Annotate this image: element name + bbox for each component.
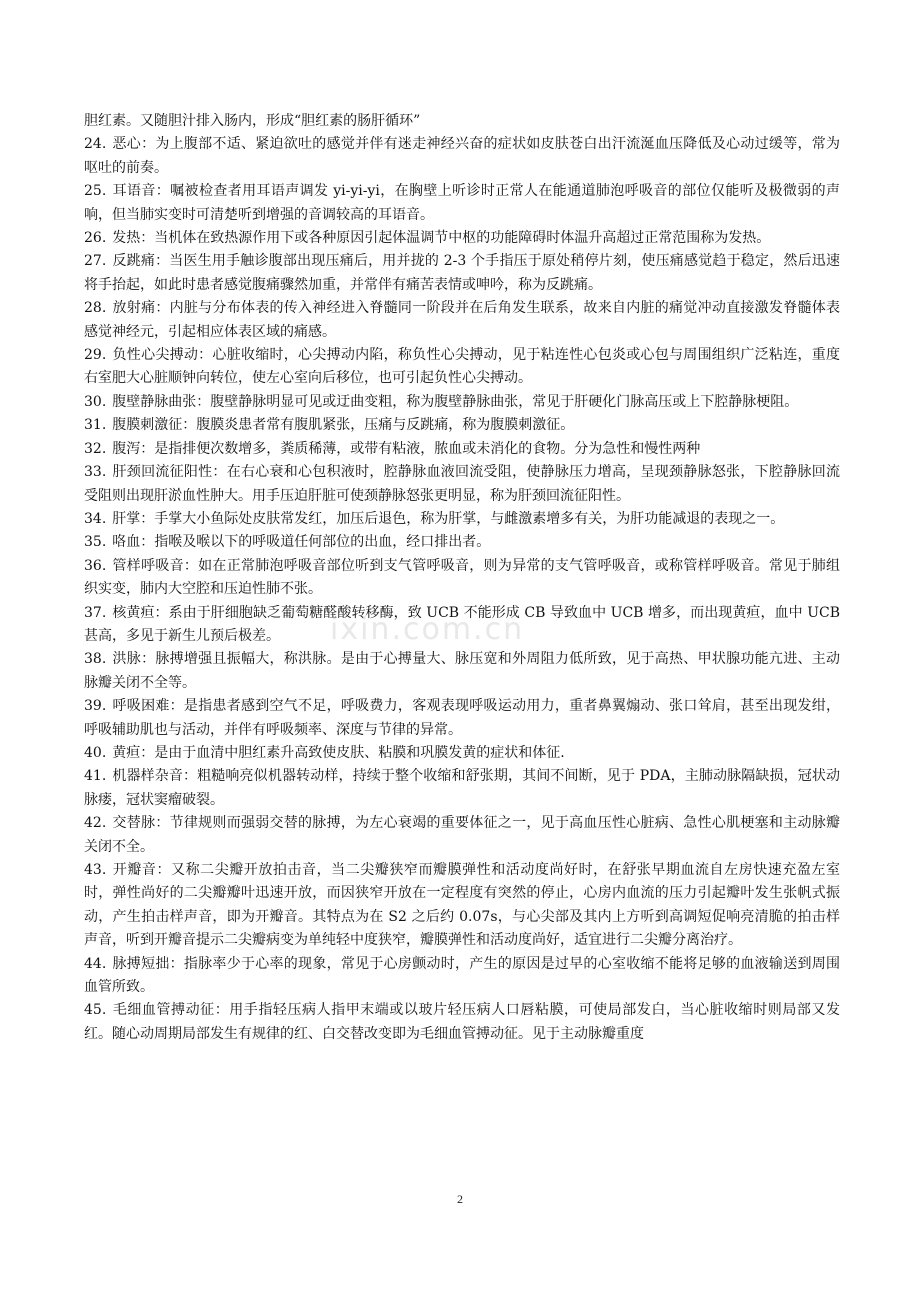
entry-term: 交替脉 <box>112 815 156 832</box>
entry-term: 咯血 <box>112 534 141 551</box>
entry-number: 31. <box>84 417 107 434</box>
entry-term: 反跳痛 <box>112 253 156 270</box>
entry-number: 40. <box>84 744 107 761</box>
entry-term: 脉搏短拙 <box>112 955 170 972</box>
glossary-entry <box>84 859 840 953</box>
glossary-entry <box>84 133 840 180</box>
glossary-entry <box>84 180 840 227</box>
entry-definition: ：当机体在致热源作用下或各种原因引起体温调节中枢的功能障碍时体温升高超过正常范围称为发热。 <box>140 230 771 247</box>
glossary-entry <box>84 414 840 437</box>
entry-term: 管样呼吸音 <box>112 557 184 574</box>
glossary-entry <box>84 227 840 250</box>
entry-definition: ：腹膜炎患者常有腹肌紧张，压痛与反跳痛，称为腹膜刺激征。 <box>182 417 575 434</box>
glossary-entry <box>84 391 840 414</box>
entry-term: 肝颈回流征阳性 <box>112 464 213 481</box>
entry-number: 42. <box>84 815 107 832</box>
entry-term: 机器样杂音 <box>112 768 184 785</box>
glossary-entry <box>84 555 840 602</box>
entry-number: 26. <box>84 230 107 247</box>
entry-term: 洪脉 <box>112 651 142 668</box>
entry-number: 37. <box>84 604 107 621</box>
entry-number: 45. <box>84 1002 107 1019</box>
entry-definition: ：嘱被检查者用耳语声调发 yi-yi-yi，在胸壁上听诊时正常人在能通道肺泡呼吸音的部位仅能听及极微弱的声响，但当肺实变时可清楚听到增强的音调较高的耳语音。 <box>84 183 840 223</box>
entry-number: 32. <box>84 440 107 457</box>
entry-definition: ：是指排便次数增多，粪质稀薄，或带有粘液，脓血或未消化的食物。分为急性和慢性两种 <box>140 440 701 457</box>
entry-number: 29. <box>84 347 107 364</box>
glossary-entry <box>84 648 840 695</box>
entry-term: 肝掌 <box>112 510 141 527</box>
glossary-entry <box>84 999 840 1046</box>
entry-number: 27. <box>84 253 107 270</box>
entry-term: 恶心 <box>112 136 142 153</box>
entry-definition: ：又称二尖瓣开放拍击音，当二尖瓣狭窄而瓣膜弹性和活动度尚好时，在舒张早期血流自左房快速充盈左室时，弹性尚好的二尖瓣瓣叶迅速开放，而因狭窄开放在一定程度有突然的停止，心房内血流的压力引起瓣叶发生张帆式振动，产生拍击样声音，即为开瓣音。其特点为在 S2 之后约 0.07s，与心尖部及其内上方听到高调短促响亮清脆的拍击样声音，听到开瓣音提示二尖瓣病变为单纯轻中度狭窄，瓣膜弹性和活动度尚好，适宜进行二尖瓣分离治疗。 <box>84 862 840 949</box>
entry-number: 34. <box>84 510 107 527</box>
entry-term: 腹壁静脉曲张 <box>112 393 197 410</box>
entry-number: 28. <box>84 300 107 317</box>
entry-number: 38. <box>84 651 107 668</box>
entry-number: 43. <box>84 862 107 878</box>
entry-definition: ：是由于血清中胆红素升高致使皮肤、粘膜和巩膜发黄的症状和体征. <box>140 744 565 761</box>
entry-term: 发热 <box>112 230 141 247</box>
glossary-entry <box>84 297 840 344</box>
entry-definition: ：粗糙响亮似机器转动样，持续于整个收缩和舒张期，其间不间断，见于 PDA，主肺动脉隔缺损，冠状动脉瘘，冠状窦瘤破裂。 <box>84 768 841 808</box>
page-number: 2 <box>457 1192 463 1206</box>
entry-term: 黄疸 <box>112 744 141 761</box>
entry-number: 41. <box>84 768 107 785</box>
entry-number: 25. <box>84 183 107 200</box>
glossary-entry <box>84 508 840 531</box>
entry-term: 腹泻 <box>112 440 141 457</box>
glossary-entry <box>84 461 840 508</box>
entry-term: 腹膜刺激征 <box>112 417 183 434</box>
entry-definition: ：指脉率少于心率的现象，常见于心房颤动时，产生的原因是过早的心室收缩不能将足够的血液输送到周围血管所致。 <box>84 955 841 996</box>
glossary-entry <box>84 531 840 554</box>
glossary-entry <box>84 250 840 297</box>
glossary-entry <box>84 812 840 859</box>
entry-definition: ：如在正常肺泡呼吸音部位听到支气管呼吸音，则为异常的支气管呼吸音，或称管样呼吸音。常见于肺组织实变，肺内大空腔和压迫性肺不张。 <box>84 557 841 598</box>
glossary-entry <box>84 438 840 461</box>
entry-number: 44. <box>84 955 107 972</box>
watermark: ixin.com.cn <box>330 612 525 647</box>
entry-definition: ：用手指轻压病人指甲末端或以玻片轻压病人口唇粘膜，可使局部发白，当心脏收缩时则局部又发红。随心动周期局部发生有规律的红、白交替改变即为毛细血管搏动征。见于主动脉瓣重度 <box>84 1002 840 1042</box>
entry-term: 放射痛 <box>112 300 156 317</box>
entry-number: 33. <box>84 464 107 481</box>
glossary-entry <box>84 765 840 812</box>
entry-definition: ：腹壁静脉明显可见或迂曲变粗，称为腹壁静脉曲张，常见于肝硬化门脉高压或上下腔静脉梗阻。 <box>196 393 799 410</box>
glossary-entry <box>84 344 840 391</box>
glossary-entry <box>84 742 840 765</box>
entry-number: 36. <box>84 557 107 574</box>
entry-term: 呼吸困难 <box>112 698 170 715</box>
entry-definition: ：系由于肝细胞缺乏葡萄糖醛酸转移酶，致 UCB 不能形成 CB 导致血中 UCB 增多，而出现黄疸，血中 UCB 甚高，多见于新生儿预后极差。 <box>84 604 841 644</box>
entry-definition: ：在右心衰和心包积液时，腔静脉血液回流受阻，使静脉压力增高，呈现颈静脉怒张，下腔静脉回流受阻则出现肝淤血性肿大。用手压迫肝脏可使颈静脉怒张更明显，称为肝颈回流征阳性。 <box>84 464 840 504</box>
entry-number: 39. <box>84 698 107 715</box>
continuation-text: 胆红素。又随胆汁排入肠内，形成“胆红素的肠肝循环” <box>84 113 421 129</box>
entry-definition: ：当医生用手触诊腹部出现压痛后，用并拢的 2-3 个手指压于原处稍停片刻，使压痛感觉趋于稳定，然后迅速将手抬起，如此时患者感觉腹痛骤然加重，并常伴有痛苦表情或呻吟，称为反跳痛。 <box>84 253 840 293</box>
entry-term: 毛细血管搏动征 <box>112 1002 215 1019</box>
entry-definition: ：脉搏增强且振幅大，称洪脉。是由于心搏量大、脉压宽和外周阻力低所致，见于高热、甲状腺功能亢进、主动脉瓣关闭不全等。 <box>84 651 841 691</box>
glossary-entry <box>84 695 840 742</box>
glossary-entry <box>84 602 840 649</box>
entry-number: 30. <box>84 393 107 410</box>
entry-number: 35. <box>84 534 107 551</box>
glossary-entry <box>84 953 840 1000</box>
entry-definition: ：内脏与分布体表的传入神经进入脊髓同一阶段并在后角发生联系，故来自内脏的痛觉冲动直接激发脊髓体表感觉神经元，引起相应体表区域的痛感。 <box>84 300 840 340</box>
document-body <box>84 110 840 1046</box>
entry-definition: ：手掌大小鱼际处皮肤常发红，加压后退色，称为肝掌，与雌激素增多有关，为肝功能减退的表现之一。 <box>140 510 785 527</box>
entry-definition: ：指喉及喉以下的呼吸道任何部位的出血，经口排出者。 <box>140 534 491 551</box>
entry-definition: ：为上腹部不适、紧迫欲吐的感觉并伴有迷走神经兴奋的症状如皮肤苍白出汗流涎血压降低及心动过缓等，常为呕吐的前奏。 <box>84 136 841 176</box>
entry-definition: ：心脏收缩时，心尖搏动内陷，称负性心尖搏动，见于粘连性心包炎或心包与周围组织广泛粘连，重度右室肥大心脏顺钟向转位，使左心室向后移位，也可引起负性心尖搏动。 <box>84 347 841 387</box>
entry-term: 负性心尖搏动 <box>112 347 199 364</box>
entry-term: 耳语音 <box>112 183 156 200</box>
entry-definition: ：节律规则而强弱交替的脉搏，为左心衰竭的重要体征之一，见于高血压性心脏病、急性心肌梗塞和主动脉瓣关闭不全。 <box>84 815 840 855</box>
entry-term: 核黄疸 <box>112 604 155 621</box>
entry-number: 24. <box>84 136 107 153</box>
entry-definition: ：是指患者感到空气不足，呼吸费力，客观表现呼吸运动用力，重者鼻翼煽动、张口耸肩，甚至出现发绀，呼吸辅助肌也与活动，并伴有呼吸频率、深度与节律的异常。 <box>84 698 841 738</box>
entry-term: 开瓣音 <box>112 862 157 878</box>
